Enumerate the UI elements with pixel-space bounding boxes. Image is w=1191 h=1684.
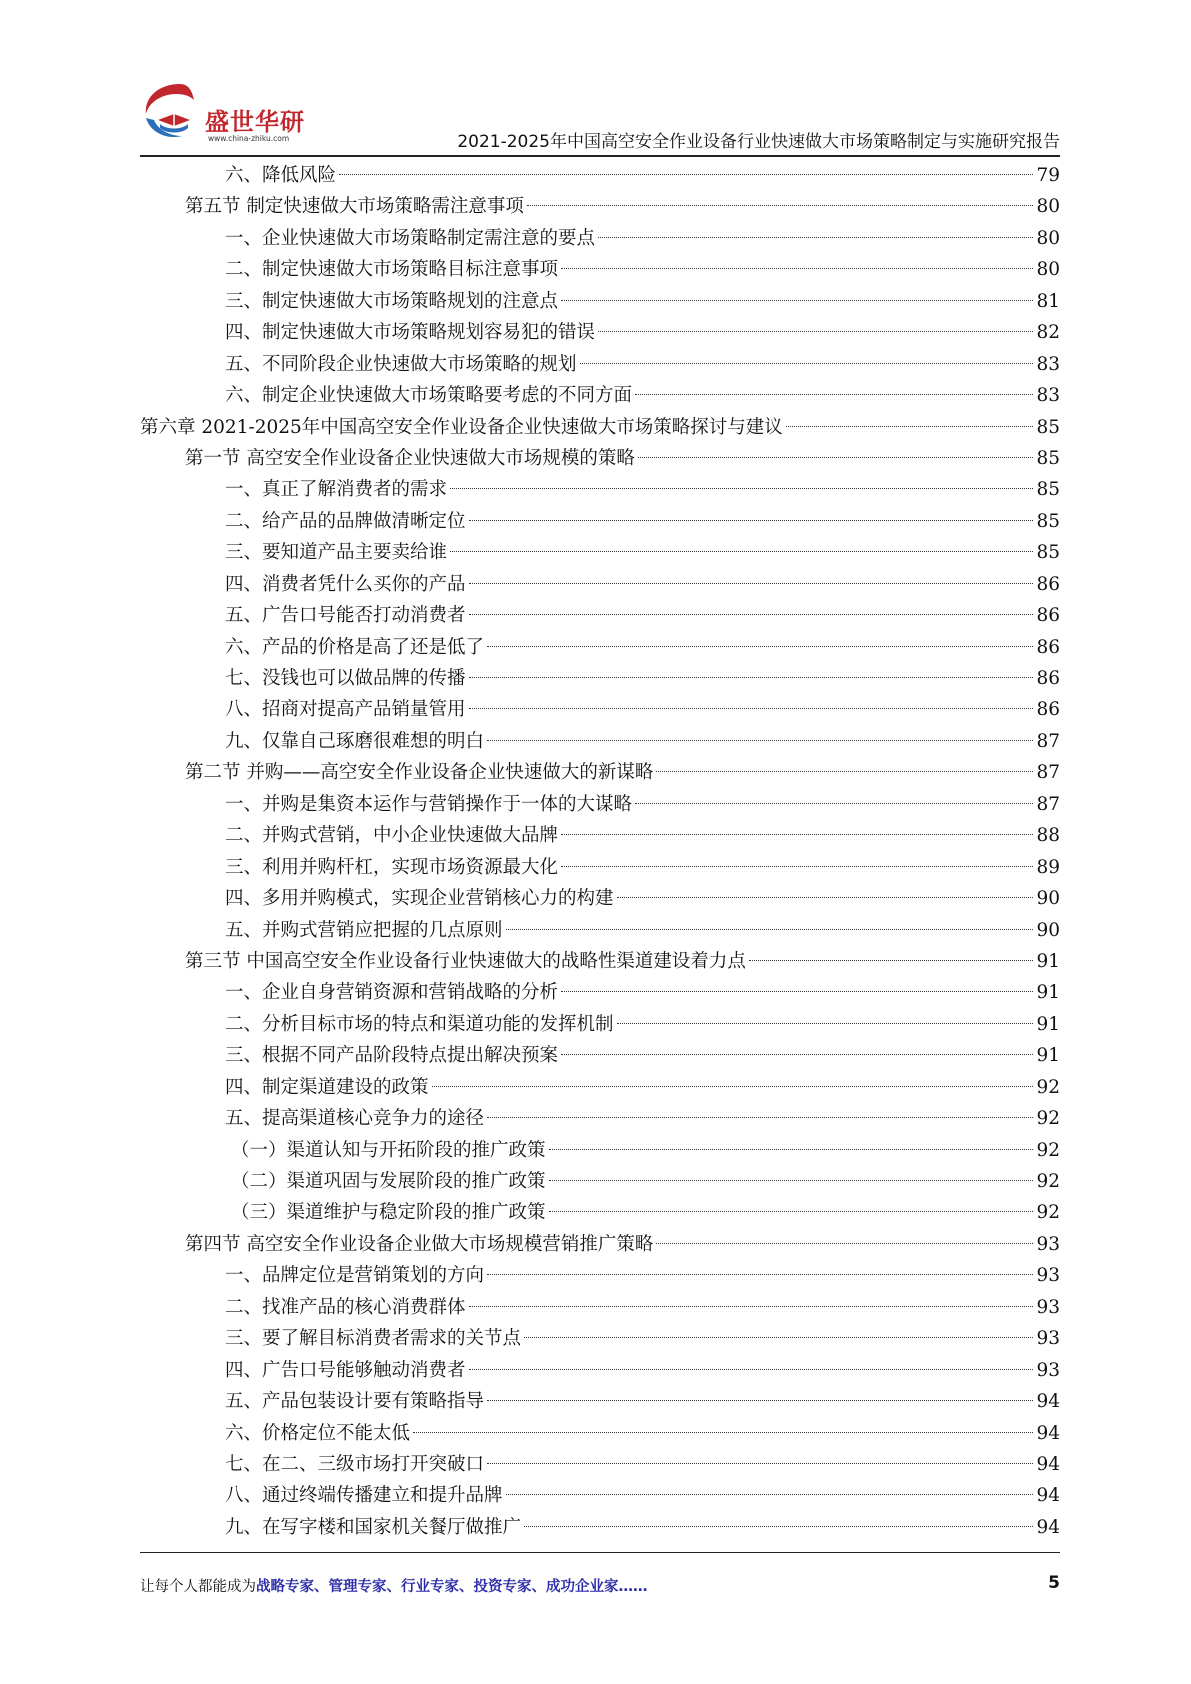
toc-entry[interactable] [140, 1103, 1060, 1134]
toc-entry-page: 92 [1036, 1108, 1060, 1130]
toc-dot-leader [469, 1369, 1034, 1370]
toc-entry-title: 三、要了解目标消费者需求的关节点 [225, 1328, 522, 1350]
toc-dot-leader [561, 834, 1033, 835]
toc-entry-title: （二）渠道巩固与发展阶段的推广政策 [231, 1171, 546, 1192]
toc-entry-page: 85 [1036, 510, 1060, 532]
toc-entry-title: 九、在写字楼和国家机关餐厅做推广 [225, 1516, 522, 1538]
toc-entry-page: 85 [1036, 479, 1060, 501]
toc-entry[interactable] [140, 223, 1060, 254]
toc-entry-page: 94 [1036, 1485, 1060, 1507]
toc-entry-title: 一、真正了解消费者的需求 [225, 479, 448, 501]
toc-entry[interactable] [140, 380, 1060, 411]
header-divider [140, 155, 1060, 157]
toc-entry-page: 87 [1036, 762, 1060, 784]
page-header [140, 80, 1060, 150]
toc-entry-page: 94 [1036, 1516, 1060, 1538]
toc-entry-page: 86 [1036, 573, 1060, 595]
toc-entry[interactable] [140, 915, 1060, 946]
toc-entry-title: 八、通过终端传播建立和提升品牌 [225, 1485, 503, 1507]
toc-entry-page: 92 [1036, 1171, 1060, 1192]
toc-entry[interactable] [140, 1229, 1060, 1260]
toc-entry-title: 六、产品的价格是高了还是低了 [225, 636, 485, 658]
toc-entry-title: 第一节 高空安全作业设备企业快速做大市场规模的策略 [185, 447, 635, 469]
toc-entry[interactable] [140, 349, 1060, 380]
toc-entry-page: 94 [1036, 1453, 1060, 1475]
toc-dot-leader [656, 1243, 1033, 1244]
toc-entry-page: 87 [1036, 730, 1060, 752]
toc-entry-page: 86 [1036, 636, 1060, 658]
toc-dot-leader [561, 866, 1033, 867]
footer-divider [140, 1552, 1060, 1553]
toc-entry[interactable] [140, 1418, 1060, 1449]
toc-entry[interactable] [140, 1135, 1060, 1166]
toc-entry-page: 93 [1036, 1265, 1060, 1287]
toc-entry-title: 四、多用并购模式，实现企业营销核心力的构建 [225, 888, 614, 910]
toc-entry[interactable] [140, 412, 1060, 443]
toc-entry-title: 四、消费者凭什么买你的产品 [225, 573, 466, 595]
toc-entry[interactable] [140, 1040, 1060, 1071]
toc-entry-page: 85 [1036, 416, 1060, 438]
toc-entry-page: 86 [1036, 605, 1060, 627]
toc-entry-title: 二、制定快速做大市场策略目标注意事项 [225, 259, 559, 281]
toc-dot-leader [487, 1463, 1033, 1464]
toc-dot-leader [749, 960, 1034, 961]
toc-entry[interactable] [140, 1386, 1060, 1417]
toc-entry[interactable] [140, 789, 1060, 820]
toc-dot-leader [598, 331, 1033, 332]
toc-dot-leader [635, 394, 1033, 395]
toc-entry-page: 83 [1036, 353, 1060, 375]
toc-entry-page: 80 [1036, 196, 1060, 218]
toc-dot-leader [561, 991, 1033, 992]
toc-entry-title: 一、品牌定位是营销策划的方向 [225, 1265, 485, 1287]
toc-entry[interactable] [140, 1197, 1060, 1228]
toc-entry-title: 六、价格定位不能太低 [225, 1422, 411, 1444]
toc-entry-page: 81 [1036, 290, 1060, 312]
toc-entry[interactable] [140, 1009, 1060, 1040]
page-footer [140, 1575, 1060, 1599]
toc-entry[interactable] [140, 569, 1060, 600]
toc-dot-leader [469, 520, 1034, 521]
toc-dot-leader [469, 677, 1034, 678]
toc-dot-leader [561, 268, 1033, 269]
toc-dot-leader [450, 488, 1033, 489]
toc-entry-page: 80 [1036, 259, 1060, 281]
toc-dot-leader [580, 363, 1034, 364]
toc-entry-page: 83 [1036, 385, 1060, 407]
toc-entry-page: 92 [1036, 1076, 1060, 1098]
toc-entry[interactable] [140, 1480, 1060, 1511]
toc-entry-title: 第三节 中国高空安全作业设备行业快速做大的战略性渠道建设着力点 [185, 950, 746, 972]
toc-entry[interactable] [140, 443, 1060, 474]
toc-entry[interactable] [140, 632, 1060, 663]
toc-dot-leader [339, 174, 1033, 175]
toc-dot-leader [432, 1086, 1034, 1087]
toc-entry-title: 三、制定快速做大市场策略规划的注意点 [225, 290, 559, 312]
toc-dot-leader [561, 300, 1033, 301]
toc-entry-page: 92 [1036, 1139, 1060, 1161]
toc-entry-title: 一、企业快速做大市场策略制定需注意的要点 [225, 227, 596, 249]
toc-entry-title: 三、要知道产品主要卖给谁 [225, 542, 448, 564]
toc-entry[interactable] [140, 160, 1060, 191]
toc-entry-page: 94 [1036, 1391, 1060, 1413]
toc-entry[interactable] [140, 820, 1060, 851]
toc-entry-title: 六、降低风险 [225, 165, 337, 186]
toc-entry-page: 92 [1036, 1202, 1060, 1224]
toc-entry-title: 四、制定快速做大市场策略规划容易犯的错误 [225, 322, 596, 344]
footer-slogan-roles: 战略专家、管理专家、行业专家、投资专家、成功企业家…… [256, 1579, 648, 1595]
toc-entry[interactable] [140, 537, 1060, 568]
toc-dot-leader [549, 1211, 1034, 1212]
toc-entry-page: 86 [1036, 668, 1060, 689]
toc-entry-page: 86 [1036, 699, 1060, 721]
company-logo [140, 80, 310, 150]
toc-entry-title: 二、并购式营销，中小企业快速做大品牌 [225, 825, 559, 847]
toc-dot-leader [638, 457, 1034, 458]
toc-entry-title: 二、分析目标市场的特点和渠道功能的发挥机制 [225, 1013, 614, 1035]
toc-dot-leader [598, 237, 1033, 238]
toc-dot-leader [487, 1274, 1033, 1275]
toc-entry[interactable] [140, 726, 1060, 757]
toc-entry-title: 三、利用并购杆杠，实现市场资源最大化 [225, 856, 559, 878]
logo-name: 盛世华研 [205, 108, 305, 136]
toc-entry-page: 93 [1036, 1296, 1060, 1318]
toc-entry-page: 91 [1036, 950, 1060, 972]
toc-entry[interactable] [140, 1355, 1060, 1386]
toc-entry[interactable] [140, 1166, 1060, 1197]
logo-url: www.china-zhiku.com [208, 134, 290, 143]
toc-entry[interactable] [140, 1292, 1060, 1323]
toc-entry-title: 八、招商对提高产品销量管用 [225, 699, 466, 721]
toc-entry-title: 二、找准产品的核心消费群体 [225, 1296, 466, 1318]
toc-entry[interactable] [140, 663, 1060, 694]
toc-entry[interactable] [140, 1512, 1060, 1543]
toc-entry-title: （三）渠道维护与稳定阶段的推广政策 [231, 1202, 546, 1224]
toc-entry-title: 五、不同阶段企业快速做大市场策略的规划 [225, 353, 577, 375]
toc-dot-leader [506, 929, 1034, 930]
toc-entry[interactable] [140, 600, 1060, 631]
toc-entry-page: 93 [1036, 1233, 1060, 1255]
toc-entry[interactable] [140, 286, 1060, 317]
toc-entry[interactable] [140, 1323, 1060, 1354]
toc-entry-title: 第五节 制定快速做大市场策略需注意事项 [185, 196, 524, 218]
toc-dot-leader [506, 1494, 1034, 1495]
toc-dot-leader [487, 1117, 1033, 1118]
toc-entry[interactable] [140, 254, 1060, 285]
toc-entry-page: 88 [1036, 825, 1060, 847]
toc-entry-page: 93 [1036, 1328, 1060, 1350]
toc-entry[interactable] [140, 1449, 1060, 1480]
toc-dot-leader [617, 897, 1034, 898]
toc-entry-title: 三、根据不同产品阶段特点提出解决预案 [225, 1045, 559, 1067]
toc-dot-leader [635, 803, 1033, 804]
toc-entry-title: 二、给产品的品牌做清晰定位 [225, 510, 466, 532]
toc-dot-leader [524, 1526, 1033, 1527]
toc-dot-leader [487, 740, 1033, 741]
toc-entry[interactable] [140, 474, 1060, 505]
toc-dot-leader [450, 551, 1033, 552]
toc-dot-leader [527, 205, 1034, 206]
toc-entry[interactable] [140, 757, 1060, 788]
toc-entry-title: 七、没钱也可以做品牌的传播 [225, 668, 466, 689]
toc-entry[interactable] [140, 1072, 1060, 1103]
toc-entry-page: 82 [1036, 322, 1060, 344]
toc-dot-leader [469, 1306, 1034, 1307]
toc-dot-leader [469, 583, 1034, 584]
toc-entry-title: 六、制定企业快速做大市场策略要考虑的不同方面 [225, 385, 633, 407]
toc-dot-leader [487, 646, 1033, 647]
toc-entry-page: 91 [1036, 1045, 1060, 1067]
toc-entry[interactable] [140, 506, 1060, 537]
toc-entry-title: 一、并购是集资本运作与营销操作于一体的大谋略 [225, 793, 633, 815]
toc-dot-leader [487, 1400, 1033, 1401]
toc-entry[interactable] [140, 883, 1060, 914]
toc-entry[interactable] [140, 977, 1060, 1008]
toc-entry-title: 四、广告口号能够触动消费者 [225, 1359, 466, 1381]
toc-dot-leader [524, 1337, 1033, 1338]
toc-entry-title: 四、制定渠道建设的政策 [225, 1076, 429, 1098]
toc-entry-title: 九、仅靠自己琢磨很难想的明白 [225, 730, 485, 752]
toc-dot-leader [413, 1432, 1033, 1433]
toc-entry-page: 87 [1036, 793, 1060, 815]
toc-entry[interactable] [140, 191, 1060, 222]
toc-entry-page: 90 [1036, 919, 1060, 941]
toc-dot-leader [656, 771, 1033, 772]
page-number: 5 [1048, 1573, 1060, 1593]
toc-entry-page: 85 [1036, 542, 1060, 564]
toc-dot-leader [549, 1149, 1034, 1150]
toc-entry-title: 第二节 并购——高空安全作业设备企业快速做大的新谋略 [185, 762, 654, 784]
toc-entry-page: 91 [1036, 1013, 1060, 1035]
footer-slogan-lead: 让每个人都能成为 [140, 1579, 256, 1595]
toc-entry-title: 五、广告口号能否打动消费者 [225, 605, 466, 627]
toc-entry-title: 五、提高渠道核心竞争力的途径 [225, 1108, 485, 1130]
toc-dot-leader [786, 426, 1034, 427]
toc-entry-page: 80 [1036, 227, 1060, 249]
toc-dot-leader [469, 614, 1034, 615]
toc-entry[interactable] [140, 1260, 1060, 1291]
toc-dot-leader [469, 708, 1034, 709]
toc-entry-title: （一）渠道认知与开拓阶段的推广政策 [231, 1139, 546, 1161]
toc-entry[interactable] [140, 852, 1060, 883]
toc-entry-title: 五、并购式营销应把握的几点原则 [225, 919, 503, 941]
toc-entry-page: 91 [1036, 982, 1060, 1004]
toc-entry-title: 一、企业自身营销资源和营销战略的分析 [225, 982, 559, 1004]
toc-entry[interactable] [140, 694, 1060, 725]
toc-dot-leader [549, 1180, 1034, 1181]
toc-entry-page: 90 [1036, 888, 1060, 910]
toc-entry-title: 第四节 高空安全作业设备企业做大市场规模营销推广策略 [185, 1233, 654, 1255]
toc-entry-page: 85 [1036, 447, 1060, 469]
toc-entry-title: 第六章 2021-2025年中国高空安全作业设备企业快速做大市场策略探讨与建议 [140, 416, 783, 438]
toc-entry-title: 五、产品包装设计要有策略指导 [225, 1391, 485, 1413]
toc-entry[interactable] [140, 946, 1060, 977]
toc-dot-leader [617, 1023, 1034, 1024]
toc-entry-page: 79 [1036, 165, 1060, 186]
toc-dot-leader [561, 1054, 1033, 1055]
table-of-contents [140, 160, 1060, 1543]
logo-emblem-icon [140, 80, 210, 144]
toc-entry-title: 七、在二、三级市场打开突破口 [225, 1453, 485, 1475]
report-title: 2021-2025年中国高空安全作业设备行业快速做大市场策略制定与实施研究报告 [457, 132, 1060, 152]
toc-entry-page: 94 [1036, 1422, 1060, 1444]
toc-entry[interactable] [140, 317, 1060, 348]
toc-entry-page: 93 [1036, 1359, 1060, 1381]
toc-entry-page: 89 [1036, 856, 1060, 878]
